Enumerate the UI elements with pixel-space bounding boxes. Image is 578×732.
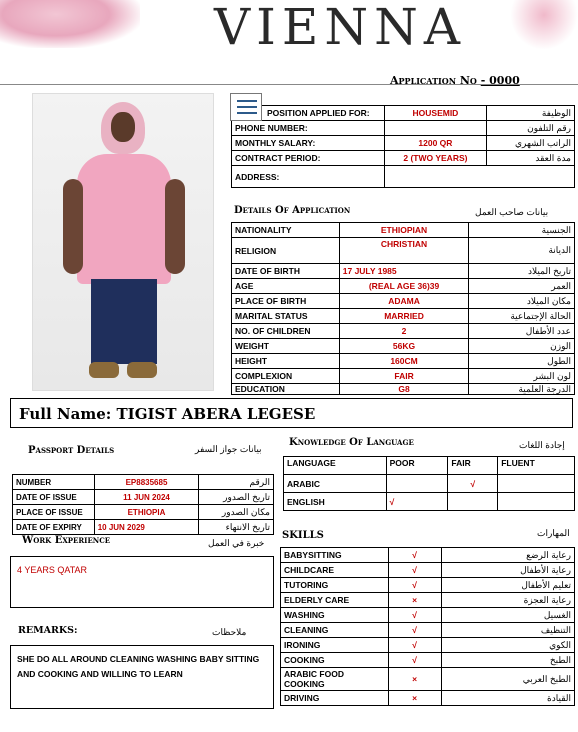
skill-label-ar: رعاية الرضع	[441, 548, 574, 563]
detail-value: CHRISTIAN	[339, 238, 469, 264]
skill-mark: √	[388, 563, 441, 578]
table-row	[281, 691, 575, 706]
language-poor: √	[386, 493, 448, 511]
table-row	[281, 578, 575, 593]
contract-value: 2 (TWO YEARS)	[384, 151, 487, 166]
detail-label-ar: عدد الأطفال	[469, 324, 575, 339]
phone-label-ar: رقم التلفون	[487, 121, 575, 136]
language-fluent	[498, 493, 575, 511]
detail-label-ar: العمر	[469, 279, 575, 294]
table-row	[232, 354, 575, 369]
salary-label-ar: الراتب الشهري	[487, 136, 575, 151]
table-row	[232, 324, 575, 339]
passport-label: DATE OF ISSUE	[13, 490, 95, 505]
language-fair	[448, 493, 498, 511]
table-row	[281, 623, 575, 638]
table-row	[232, 151, 575, 166]
details-title: Details Of Application	[234, 205, 351, 216]
table-row	[232, 294, 575, 309]
table-row	[284, 493, 575, 511]
detail-label-ar: لون البشر	[469, 369, 575, 384]
detail-value: MARRIED	[339, 309, 469, 324]
fair-header: FAIR	[448, 457, 498, 475]
language-name: ENGLISH	[284, 493, 387, 511]
salary-value: 1200 QR	[384, 136, 487, 151]
language-header: LANGUAGE	[284, 457, 387, 475]
salary-label: MONTHLY SALARY:	[232, 136, 385, 151]
applicant-photo	[32, 93, 214, 391]
detail-label: HEIGHT	[232, 354, 340, 369]
details-table	[231, 222, 575, 395]
table-row	[232, 279, 575, 294]
agency-logo: VIENNA	[214, 0, 466, 56]
skill-label-ar: رعاية الأطفال	[441, 563, 574, 578]
skill-label: DRIVING	[281, 691, 389, 706]
skill-mark: √	[388, 623, 441, 638]
passport-label-ar: تاريخ الانتهاء	[199, 520, 274, 535]
remarks-title-ar: ملاحظات	[212, 627, 247, 637]
detail-label: RELIGION	[232, 238, 340, 264]
language-table	[283, 456, 575, 511]
detail-value: FAIR	[339, 369, 469, 384]
language-fluent	[498, 475, 575, 493]
passport-value: EP8835685	[94, 475, 199, 490]
detail-value: (REAL AGE 36)39	[339, 279, 469, 294]
application-label: Application No	[390, 74, 477, 87]
skill-mark: ×	[388, 691, 441, 706]
passport-title-ar: بيانات جواز السفر	[195, 444, 262, 454]
skill-label: BABYSITTING	[281, 548, 389, 563]
passport-label: DATE OF EXPIRY	[13, 520, 95, 535]
skill-label-ar: رعاية العجزة	[441, 593, 574, 608]
table-row	[13, 490, 274, 505]
skill-label: CLEANING	[281, 623, 389, 638]
work-title-ar: خبرة في العمل	[208, 538, 265, 548]
phone-label: PHONE NUMBER:	[232, 121, 385, 136]
position-label-ar: الوظيفة	[487, 106, 575, 121]
table-row	[281, 608, 575, 623]
skill-label-ar: الطبخ العربي	[441, 668, 574, 691]
details-title-ar: بيانات صاحب العمل	[475, 207, 549, 217]
detail-label: AGE	[232, 279, 340, 294]
detail-label-ar: مكان الميلاد	[469, 294, 575, 309]
passport-label-ar: الرقم	[199, 475, 274, 490]
passport-label-ar: تاريخ الصدور	[199, 490, 274, 505]
detail-label: DATE OF BIRTH	[232, 264, 340, 279]
detail-label: PLACE OF BIRTH	[232, 294, 340, 309]
table-row	[232, 369, 575, 384]
position-value: HOUSEMID	[384, 106, 487, 121]
contract-label: CONTRACT PERIOD:	[232, 151, 385, 166]
table-row	[232, 384, 575, 395]
detail-label-ar: تاريخ الميلاد	[469, 264, 575, 279]
language-title: Knowledge Of Language	[289, 437, 414, 448]
skill-label-ar: الطبخ	[441, 653, 574, 668]
table-row	[281, 653, 575, 668]
skill-label: TUTORING	[281, 578, 389, 593]
skills-title: SKILLS	[282, 530, 324, 541]
detail-value: 56KG	[339, 339, 469, 354]
detail-label: NATIONALITY	[232, 223, 340, 238]
skill-label: WASHING	[281, 608, 389, 623]
table-row	[281, 593, 575, 608]
skill-mark: ×	[388, 668, 441, 691]
detail-label-ar: الطول	[469, 354, 575, 369]
logo-decoration	[0, 0, 140, 48]
full-name: Full Name: TIGIST ABERA LEGESE	[10, 398, 573, 428]
table-row	[281, 563, 575, 578]
fluent-header: FLUENT	[498, 457, 575, 475]
skill-label: IRONING	[281, 638, 389, 653]
remarks-title: REMARKS:	[18, 625, 78, 636]
detail-label: COMPLEXION	[232, 369, 340, 384]
position-label: POSITION APPLIED FOR:	[267, 108, 370, 118]
table-row	[232, 309, 575, 324]
phone-value	[384, 121, 487, 136]
skill-mark: √	[388, 653, 441, 668]
address-label: ADDRESS:	[232, 166, 385, 188]
detail-value: 17 JULY 1985	[339, 264, 469, 279]
detail-value: ADAMA	[339, 294, 469, 309]
detail-value: ETHIOPIAN	[339, 223, 469, 238]
skill-label-ar: الكوي	[441, 638, 574, 653]
skills-table	[280, 547, 575, 706]
work-experience-box: 4 YEARS QATAR	[10, 556, 274, 608]
passport-value: 11 JUN 2024	[94, 490, 199, 505]
table-row	[284, 457, 575, 475]
remarks-box: SHE DO ALL AROUND CLEANING WASHING BABY SITTING AND COOKING AND WILLING TO LEARN	[10, 645, 274, 709]
detail-label-ar: الوزن	[469, 339, 575, 354]
language-fair: √	[448, 475, 498, 493]
passport-label: NUMBER	[13, 475, 95, 490]
header-banner	[0, 0, 578, 58]
application-number-value: - 0000	[480, 74, 520, 87]
poor-header: POOR	[386, 457, 448, 475]
detail-label-ar: الدرجة العلمية	[469, 384, 575, 395]
table-row	[13, 505, 274, 520]
table-row	[281, 638, 575, 653]
detail-value: 2	[339, 324, 469, 339]
passport-label: PLACE OF ISSUE	[13, 505, 95, 520]
skill-mark: √	[388, 608, 441, 623]
table-row	[232, 166, 575, 188]
detail-value: 160CM	[339, 354, 469, 369]
table-row	[284, 475, 575, 493]
table-row	[232, 238, 575, 264]
passport-value: 10 JUN 2029	[94, 520, 199, 535]
table-row	[232, 106, 575, 121]
table-row	[13, 475, 274, 490]
skill-mark: √	[388, 578, 441, 593]
contract-label-ar: مدة العقد	[487, 151, 575, 166]
passport-label-ar: مكان الصدور	[199, 505, 274, 520]
passport-value: ETHIOPIA	[94, 505, 199, 520]
skill-label: ELDERLY CARE	[281, 593, 389, 608]
detail-label: EDUCATION	[232, 384, 340, 395]
language-title-ar: إجادة اللغات	[519, 440, 565, 450]
table-row	[232, 121, 575, 136]
table-row	[232, 339, 575, 354]
skill-label-ar: التنظيف	[441, 623, 574, 638]
skill-label-ar: الغسيل	[441, 608, 574, 623]
skill-label: ARABIC FOOD COOKING	[281, 668, 389, 691]
table-row	[232, 136, 575, 151]
document-icon	[230, 93, 262, 121]
skill-label-ar: تعليم الأطفال	[441, 578, 574, 593]
detail-label: NO. OF CHILDREN	[232, 324, 340, 339]
table-row	[232, 264, 575, 279]
position-table	[231, 105, 575, 188]
language-poor	[386, 475, 448, 493]
work-title: Work Experience	[22, 535, 111, 546]
language-name: ARABIC	[284, 475, 387, 493]
detail-label: WEIGHT	[232, 339, 340, 354]
passport-title: Passport Details	[28, 445, 115, 456]
table-row	[281, 668, 575, 691]
table-row	[232, 223, 575, 238]
address-value	[384, 166, 574, 188]
detail-value: G8	[339, 384, 469, 395]
application-number	[390, 74, 520, 87]
skill-mark: √	[388, 548, 441, 563]
detail-label-ar: الجنسية	[469, 223, 575, 238]
table-row	[13, 520, 274, 535]
detail-label-ar: الحالة الإجتماعية	[469, 309, 575, 324]
detail-label: MARITAL STATUS	[232, 309, 340, 324]
skill-label: COOKING	[281, 653, 389, 668]
skill-mark: ×	[388, 593, 441, 608]
passport-table	[12, 474, 274, 535]
detail-label-ar: الديانة	[469, 238, 575, 264]
skill-label: CHILDCARE	[281, 563, 389, 578]
table-row	[281, 548, 575, 563]
skill-mark: √	[388, 638, 441, 653]
skills-title-ar: المهارات	[537, 528, 570, 538]
skill-label-ar: القيادة	[441, 691, 574, 706]
